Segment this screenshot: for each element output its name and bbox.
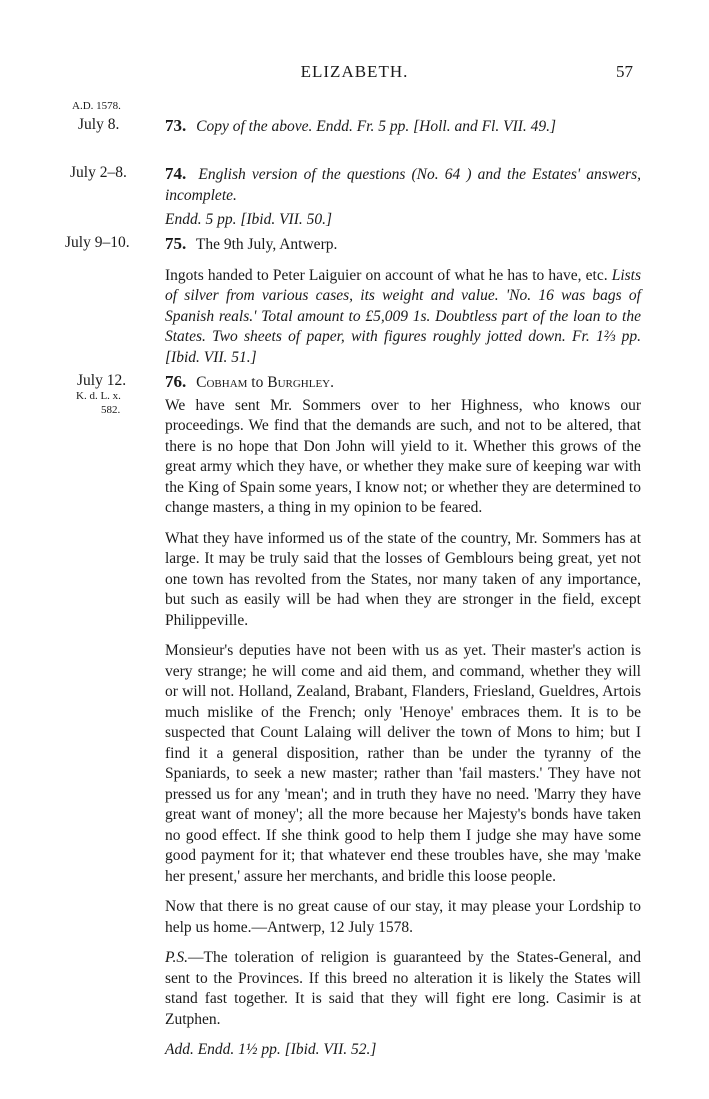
entry-74-text: English version of the questions (No. 64 ) and the Estates' answers, incomplete. bbox=[165, 166, 641, 204]
entry-76-heading-recipient: Burghley. bbox=[267, 374, 334, 391]
entry-75-body-italic: Lists of silver from various cases, its weight and value. 'No. 16 was bags of Spanish reals.' Total amount to £5,009 1s. Doubtless part of the loan to the States. Two sheets of paper, with figures roughly jotted down. Fr. 1⅔ pp. [Ibid. VII. 51.] bbox=[165, 266, 642, 366]
running-header-title: ELIZABETH. bbox=[300, 62, 409, 81]
entry-76-heading-to: to bbox=[251, 374, 264, 391]
entry-76-ps-text: —The toleration of religion is guaranteed by the States-General, and sent to the Provinces. If this breed no alteration it is likely the States will stand fast together. It is said that they will fight ere long. Casimir is at Zutphen. bbox=[165, 949, 641, 1028]
entry-76 bbox=[165, 372, 641, 1061]
entry-75-body-plain: Ingots handed to Peter Laiguier on account of what he has to have, etc. bbox=[165, 266, 608, 284]
entry-75-number: 75. bbox=[165, 234, 187, 253]
entry-74 bbox=[165, 164, 641, 231]
entry-74-date: July 2–8. bbox=[70, 164, 127, 181]
entry-76-date: July 12. bbox=[77, 372, 127, 389]
entry-73-date: July 8. bbox=[78, 116, 120, 133]
entry-76-ps-label: P.S. bbox=[165, 949, 188, 966]
entry-75-date: July 9–10. bbox=[65, 234, 130, 251]
entry-74-endorsement: Endd. 5 pp. [Ibid. VII. 50.] bbox=[165, 211, 333, 228]
entry-76-ref-1: K. d. L. x. bbox=[76, 390, 121, 402]
entry-75-heading: The 9th July, Antwerp. bbox=[195, 236, 338, 253]
entry-74-number: 74. bbox=[165, 164, 187, 183]
entry-76-ref-2: 582. bbox=[101, 404, 121, 416]
entry-76-paragraph-3: Monsieur's deputies have not been with us as yet. Their master's action is very strange; he will come and aid them, and command, whether they will or will not. Holland, Zealand, Brabant, Flanders, Friesland, Gueldres, Artois much mislike of the French; only 'Henoye' embraces them. It is to be suspected that Count Lalaing will deliver the town of Mons to him; but I find it a general disposition, rather than be under the tyranny of the Spaniards, to seek a new master; rather than 'fail masters.' They have not pressed us for any 'mean'; and in truth they have no need. 'Marry they have great want of money'; all the more because her Majesty's bonds have taken no good effect. If she think good to help them I judge she may have some good payment for it; that whatever end these troubles have, she may 'make her present,' assure her merchants, and bridle this loose people. bbox=[165, 642, 641, 885]
entry-73 bbox=[165, 116, 641, 138]
entry-75 bbox=[165, 234, 641, 368]
entry-76-endorsement: Add. Endd. 1½ pp. [Ibid. VII. 52.] bbox=[165, 1041, 377, 1058]
entry-76-heading-from: Cobham bbox=[196, 374, 248, 391]
entry-76-number: 76. bbox=[165, 372, 187, 391]
entry-76-paragraph-4: Now that there is no great cause of our stay, it may please your Lordship to help us home.—Antwerp, 12 July 1578. bbox=[165, 898, 641, 936]
year-mark: A.D. 1578. bbox=[72, 100, 121, 112]
entry-76-paragraph-1: We have sent Mr. Sommers over to her Highness, who knows our proceedings. We find that the demands are such, and not to be altered, that there is no hope that Don John will yield to it. Whether this grows of the great army which they have, or whether they make sure of keeping war with the King of Spain some years, I know not; or whether they are determined to change masters, a thing in my opinion to be feared. bbox=[165, 396, 641, 516]
entry-73-text-italic: Copy of the above. bbox=[196, 118, 313, 135]
page-number: 57 bbox=[616, 62, 633, 81]
entry-76-paragraph-2: What they have informed us of the state of the country, Mr. Sommers has at large. It may be truly said that the losses of Gemblours being great, yet not one town has revolted from the States, nor many taken of any importance, but such as easily will be had when they are stronger in the field, except Philippeville. bbox=[165, 529, 641, 629]
entry-73-number: 73. bbox=[165, 116, 187, 135]
entry-73-text-rest: Endd. Fr. 5 pp. [Holl. and Fl. VII. 49.] bbox=[316, 118, 557, 135]
